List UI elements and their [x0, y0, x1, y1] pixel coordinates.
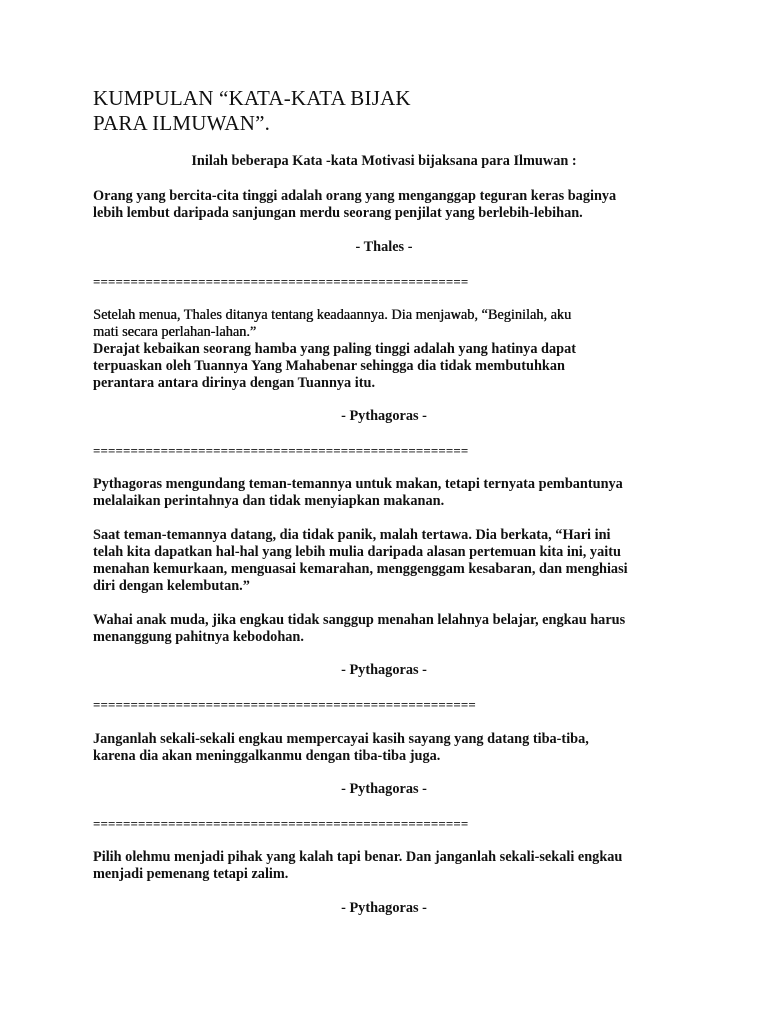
block3-para1-line-1: Pythagoras mengundang teman-temannya untuk makan, tetapi ternyata pembantunya — [93, 476, 623, 492]
block3-para3-line-2: menanggung pahitnya kebodohan. — [93, 629, 304, 645]
separator-4: ================================================== — [93, 816, 469, 831]
block3-para1-line-2: melalaikan perintahnya dan tidak menyiapkan makanan. — [93, 493, 445, 509]
block2-line-2: mati secara perlahan-lahan.” — [93, 324, 257, 340]
title-line-2: PARA ILMUWAN”. — [93, 111, 271, 135]
intro-text: Inilah beberapa Kata -kata Motivasi bijaksana para Ilmuwan : — [191, 153, 577, 169]
separator-2: ================================================== — [93, 443, 469, 458]
document-title — [93, 86, 411, 136]
block5-line-1: Pilih olehmu menjadi pihak yang kalah tapi benar. Dan janganlah sekali-sekali engkau — [93, 849, 623, 865]
block2-line-3: Derajat kebaikan seorang hamba yang paling tinggi adalah yang hatinya dapat — [93, 341, 577, 357]
title-line-1: KUMPULAN “KATA-KATA BIJAK — [93, 86, 411, 110]
block2-line-1: Setelah menua, Thales ditanya tentang keadaannya. Dia menjawab, “Beginilah, aku — [93, 307, 572, 323]
separator-1: ================================================== — [93, 274, 469, 289]
separator-3: =================================================== — [93, 697, 476, 712]
quote1-line-2: lebih lembut daripada sanjungan merdu seorang penjilat yang berlebih-lebihan. — [93, 205, 583, 221]
block3-para2-line-2: telah kita dapatkan hal-hal yang lebih mulia daripada alasan pertemuan kita ini, yaitu — [93, 544, 621, 560]
block5-author: - Pythagoras - — [341, 900, 427, 916]
block2-author: - Pythagoras - — [341, 408, 427, 424]
block4-line-1: Janganlah sekali-sekali engkau mempercayai kasih sayang yang datang tiba-tiba, — [93, 731, 589, 747]
block2-line-5: perantara antara dirinya dengan Tuannya itu. — [93, 375, 376, 391]
block3-para3-line-1: Wahai anak muda, jika engkau tidak sanggup menahan lelahnya belajar, engkau harus — [93, 612, 626, 628]
block3-para2-line-3: menahan kemurkaan, menguasai kemarahan, menggenggam kesabaran, dan menghiasi — [93, 561, 628, 577]
block3-author: - Pythagoras - — [341, 662, 427, 678]
block4-author: - Pythagoras - — [341, 781, 427, 797]
block5-line-2: menjadi pemenang tetapi zalim. — [93, 866, 289, 882]
quote1-line-1: Orang yang bercita-cita tinggi adalah orang yang menganggap teguran keras baginya — [93, 188, 617, 204]
block2-line-4: terpuaskan oleh Tuannya Yang Mahabenar sehingga dia tidak membutuhkan — [93, 358, 565, 374]
block3-para2-line-4: diri dengan kelembutan.” — [93, 578, 250, 594]
block4-line-2: karena dia akan meninggalkanmu dengan tiba-tiba juga. — [93, 748, 441, 764]
quote1-author: - Thales - — [355, 239, 413, 255]
block3-para2-line-1: Saat teman-temannya datang, dia tidak panik, malah tertawa. Dia berkata, “Hari ini — [93, 527, 611, 543]
